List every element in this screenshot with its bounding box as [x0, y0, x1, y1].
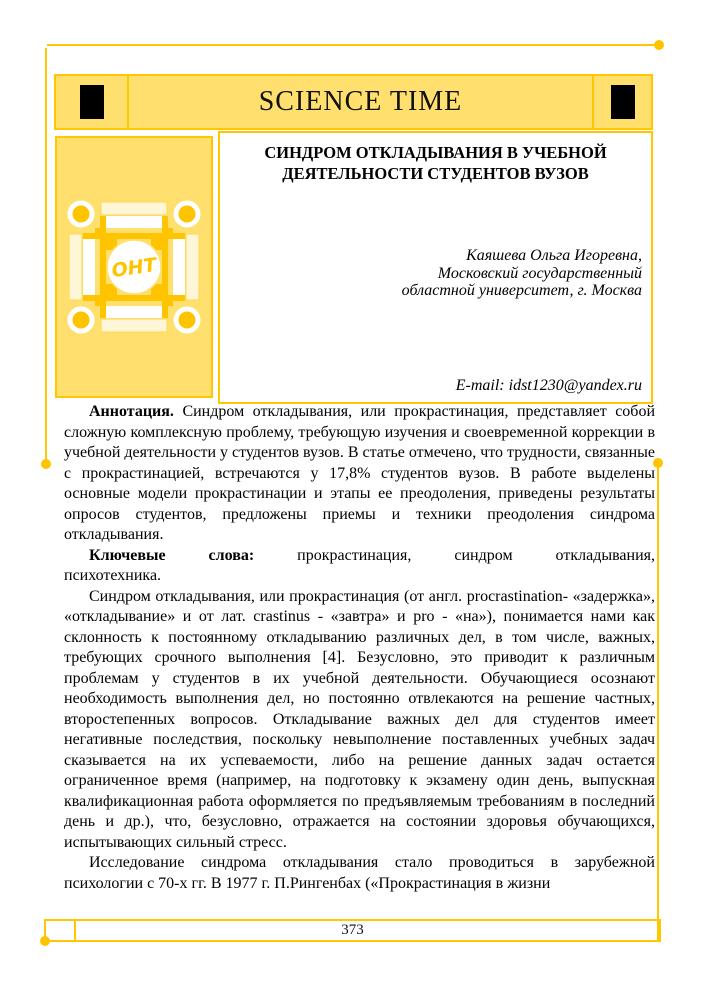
article-heading-box — [218, 131, 653, 404]
article-title: СИНДРОМ ОТКЛАДЫВАНИЯ В УЧЕБНОЙ ДЕЯТЕЛЬНОСТИ СТУДЕНТОВ ВУЗОВ — [264, 143, 607, 183]
abstract-label: Аннотация. — [89, 403, 174, 420]
author-name: Каяшева Ольга Игоревна, — [466, 247, 642, 264]
keywords-label: Ключевые слова: — [89, 546, 255, 564]
banner-left-cell — [56, 76, 129, 128]
keywords-text: прокрастинация, синдром откладывания, психотехника. — [64, 546, 656, 584]
abstract-text: Синдром откладывания, или прокрастинация, представляет собой сложную комплексную проблему, требующую изучения и своевременной коррекции в учебной деятельности у студентов вузов. В статье отмечено, что трудности, связанные с прокрастинацией, встречаются у 17,8% студентов вузов. В работе выделены основные модели прокрастинации и этапы ее преодоления, приведены результаты опросов студентов, предложены приемы и техники преодоления синдрома откладывания. — [64, 403, 656, 543]
author-affiliation-line2: областной университет, г. Москва — [401, 282, 642, 299]
author-block — [402, 247, 642, 300]
page-footer — [44, 919, 661, 942]
banner-title-cell — [129, 76, 592, 128]
border-dot-footer — [40, 936, 50, 946]
page-number: 373 — [341, 922, 364, 938]
page-border-left — [45, 48, 47, 461]
border-dot-left — [41, 459, 51, 469]
body-paragraph: Синдром откладывания, или прокрастинация (от англ. procrastination- «задержка», «откладывание» и от лат. crastinus - «завтра» и pro - «на»), понимается нами как склонность к постоянному откладыванию различных дел, в том числе, важных, требующих срочного выполнения [4]. Безусловно, это приводит к различным проблемам у студентов в их учебной деятельности. Обучающиеся осознают необходимость выполнения дел, но постоянно отвлекаются на решение частных, второстепенных вопросов. Откладывание важных дел для студентов имеет негативные последствия, поскольку невыполнение поставленных учебных задач сказывается на их успеваемости, либо на решение данных задач остается ограниченное время (например, на подготовку к экзамену один день, выпускная квалификационная работа оформляется по предъявляемым требованиям в последний день и др.), что, безусловно, отражается на состоянии здоровья обучающихся, испытывающих сильный стресс. — [64, 587, 655, 851]
author-affiliation-line1: Московский государственный — [437, 264, 642, 282]
journal-logo-panel — [55, 136, 213, 398]
barcode-block-icon — [611, 85, 635, 119]
journal-logo-ornament-icon — [59, 192, 209, 342]
author-email: E-mail: idst1230@yandex.ru — [455, 377, 642, 394]
keywords-paragraph — [64, 546, 655, 587]
page-border-right — [657, 462, 659, 942]
logo-monogram: ОНТ — [110, 253, 158, 283]
abstract-paragraph — [64, 402, 655, 546]
barcode-block-icon — [80, 85, 104, 119]
body-paragraph: Исследование синдрома откладывания стало проводиться в зарубежной психологии с 70-х гг. В 1977 г. П.Рингенбах («Прокрастинация в жизни — [64, 854, 655, 892]
journal-name: SCIENCE TIME — [258, 86, 463, 117]
journal-header-banner — [54, 74, 653, 130]
article-body — [64, 402, 655, 894]
banner-right-cell — [592, 76, 651, 128]
border-dot-top-right — [654, 40, 664, 50]
page-border-top — [47, 44, 656, 46]
